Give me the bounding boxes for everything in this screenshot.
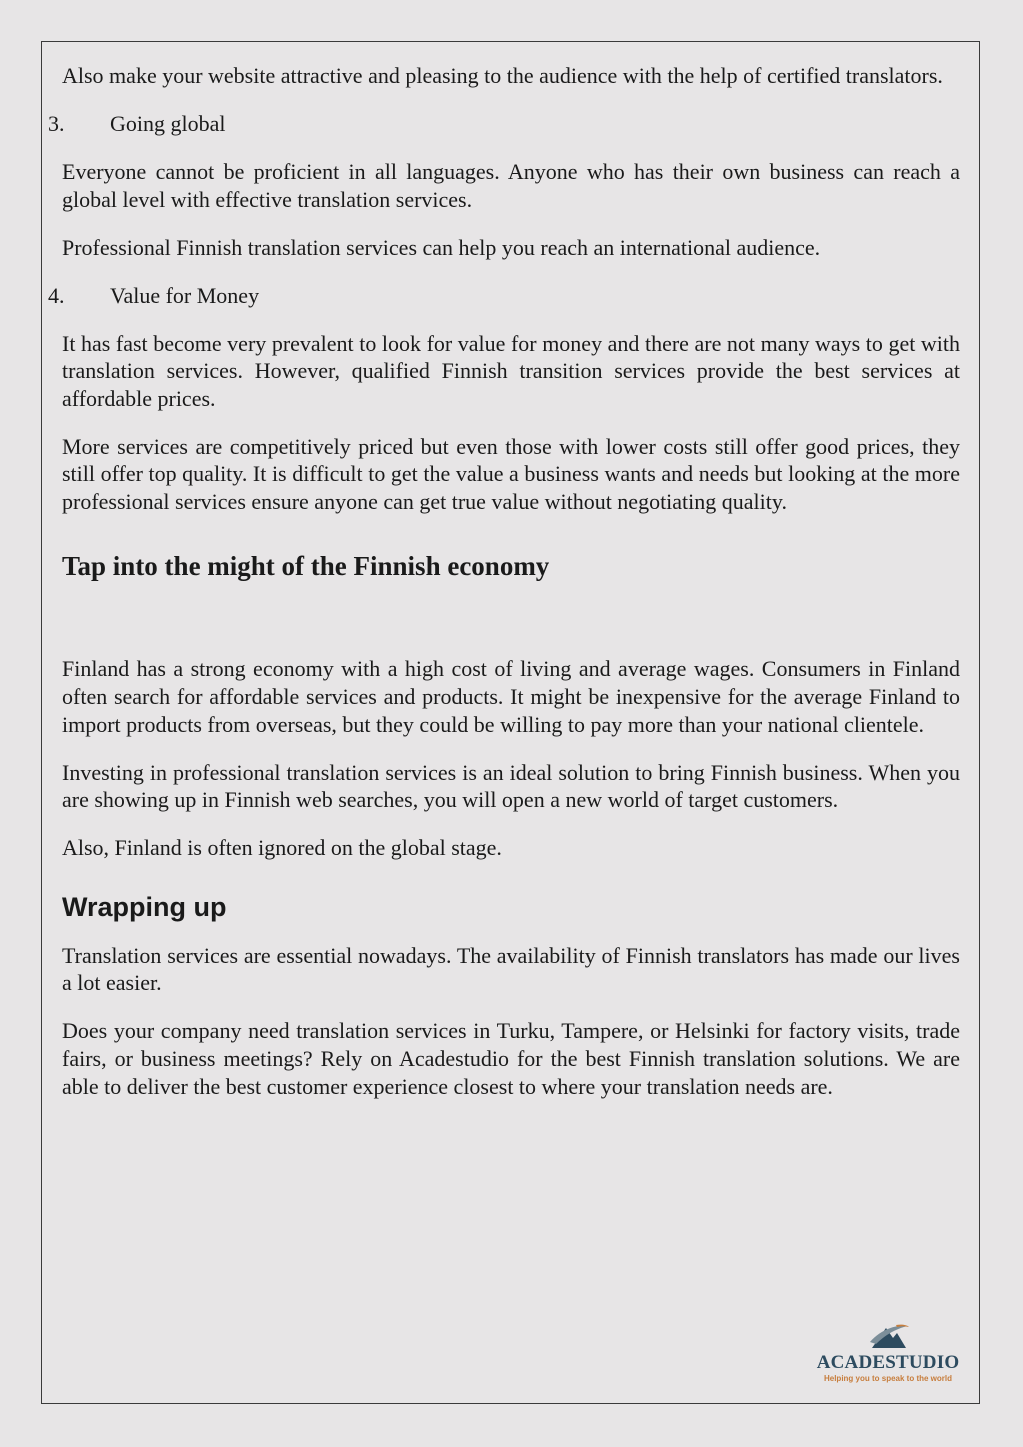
paragraph-international-audience: Professional Finnish translation services can help you reach an international audience. (62, 234, 821, 260)
heading-wrapping-up: Wrapping up (62, 891, 227, 922)
heading-finnish-economy: Tap into the might of the Finnish economy (62, 551, 550, 582)
list-number: 4. (48, 282, 65, 308)
paragraph-finland-ignored: Also, Finland is often ignored on the global stage. (62, 835, 502, 861)
paragraph-investing-translation: Investing in professional translation services is an ideal solution to bring Finnish business. When you are showing up in Finnish web searches, you will open a new world of target customers. (62, 759, 960, 813)
paragraph-essential-nowadays: Translation services are essential nowadays. The availability of Finnish translators has made our lives a lot easier. (62, 942, 960, 996)
list-item-label: Going global (110, 110, 226, 136)
logo-wordmark: ACADESTUDIO (816, 1352, 960, 1373)
paragraph-rely-on-acadestudio: Does your company need translation services in Turku, Tampere, or Helsinki for factory visits, trade fairs, or business meetings? Rely on Acadestudio for the best Finnish translation solutions. We are able to deliver the best customer experience closest to where your translation needs are. (62, 1018, 960, 1099)
document-body (48, 62, 960, 1121)
acadestudio-mountain-swoosh-icon (866, 1322, 910, 1350)
paragraph-strong-economy: Finland has a strong economy with a high cost of living and average wages. Consumers in Finland often search for affordable services and products. It might be inexpensive for the average Finland to import products from overseas, but they could be willing to pay more than your national clientele. (62, 656, 960, 737)
list-item-label: Value for Money (110, 282, 260, 308)
paragraph-proficient-languages: Everyone cannot be proficient in all languages. Anyone who has their own business can reach a global level with effective translation services. (62, 158, 960, 212)
acadestudio-logo (810, 1322, 966, 1388)
list-item-going-global (48, 110, 960, 138)
list-item-value-for-money (48, 282, 960, 310)
paragraph-certified-translators: Also make your website attractive and pleasing to the audience with the help of certified translators. (62, 63, 943, 88)
paragraph-competitive-pricing: More services are competitively priced but even those with lower costs still offer good prices, they still offer top quality. It is difficult to get the value a business wants and needs but looking at the more professional services ensure anyone can get true value without negotiating quality. (62, 433, 960, 514)
paragraph-value-prevalent: It has fast become very prevalent to look for value for money and there are not many ways to get with translation services. However, qualified Finnish transition services provide the best services at affordable prices. (62, 330, 960, 411)
logo-tagline: Helping you to speak to the world (823, 1374, 952, 1383)
list-number: 3. (48, 110, 65, 136)
